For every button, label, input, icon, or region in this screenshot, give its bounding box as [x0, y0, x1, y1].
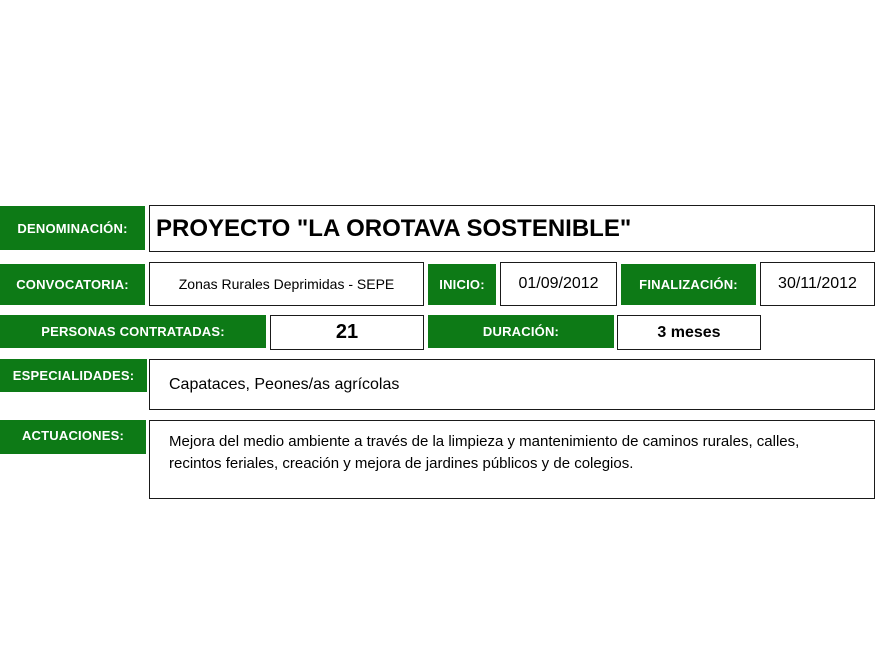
inicio-label: INICIO:: [428, 264, 496, 305]
inicio-value: 01/09/2012: [500, 262, 617, 306]
actuaciones-value: Mejora del medio ambiente a través de la limpieza y mantenimiento de caminos rurales, calles, recintos feriales, creación y mejora de jardines públicos y de colegios.: [149, 420, 875, 499]
finalizacion-label: FINALIZACIÓN:: [621, 264, 756, 305]
denominacion-value: PROYECTO "LA OROTAVA SOSTENIBLE": [149, 205, 875, 252]
convocatoria-label: CONVOCATORIA:: [0, 264, 145, 305]
actuaciones-label: ACTUACIONES:: [0, 420, 146, 454]
finalizacion-value: 30/11/2012: [760, 262, 875, 306]
especialidades-value: Capataces, Peones/as agrícolas: [149, 359, 875, 410]
personas-contratadas-label: PERSONAS CONTRATADAS:: [0, 315, 266, 348]
personas-contratadas-value: 21: [270, 315, 424, 350]
denominacion-label: DENOMINACIÓN:: [0, 206, 145, 250]
especialidades-label: ESPECIALIDADES:: [0, 359, 147, 392]
duracion-label: DURACIÓN:: [428, 315, 614, 348]
convocatoria-value: Zonas Rurales Deprimidas - SEPE: [149, 262, 424, 306]
duracion-value: 3 meses: [617, 315, 761, 350]
